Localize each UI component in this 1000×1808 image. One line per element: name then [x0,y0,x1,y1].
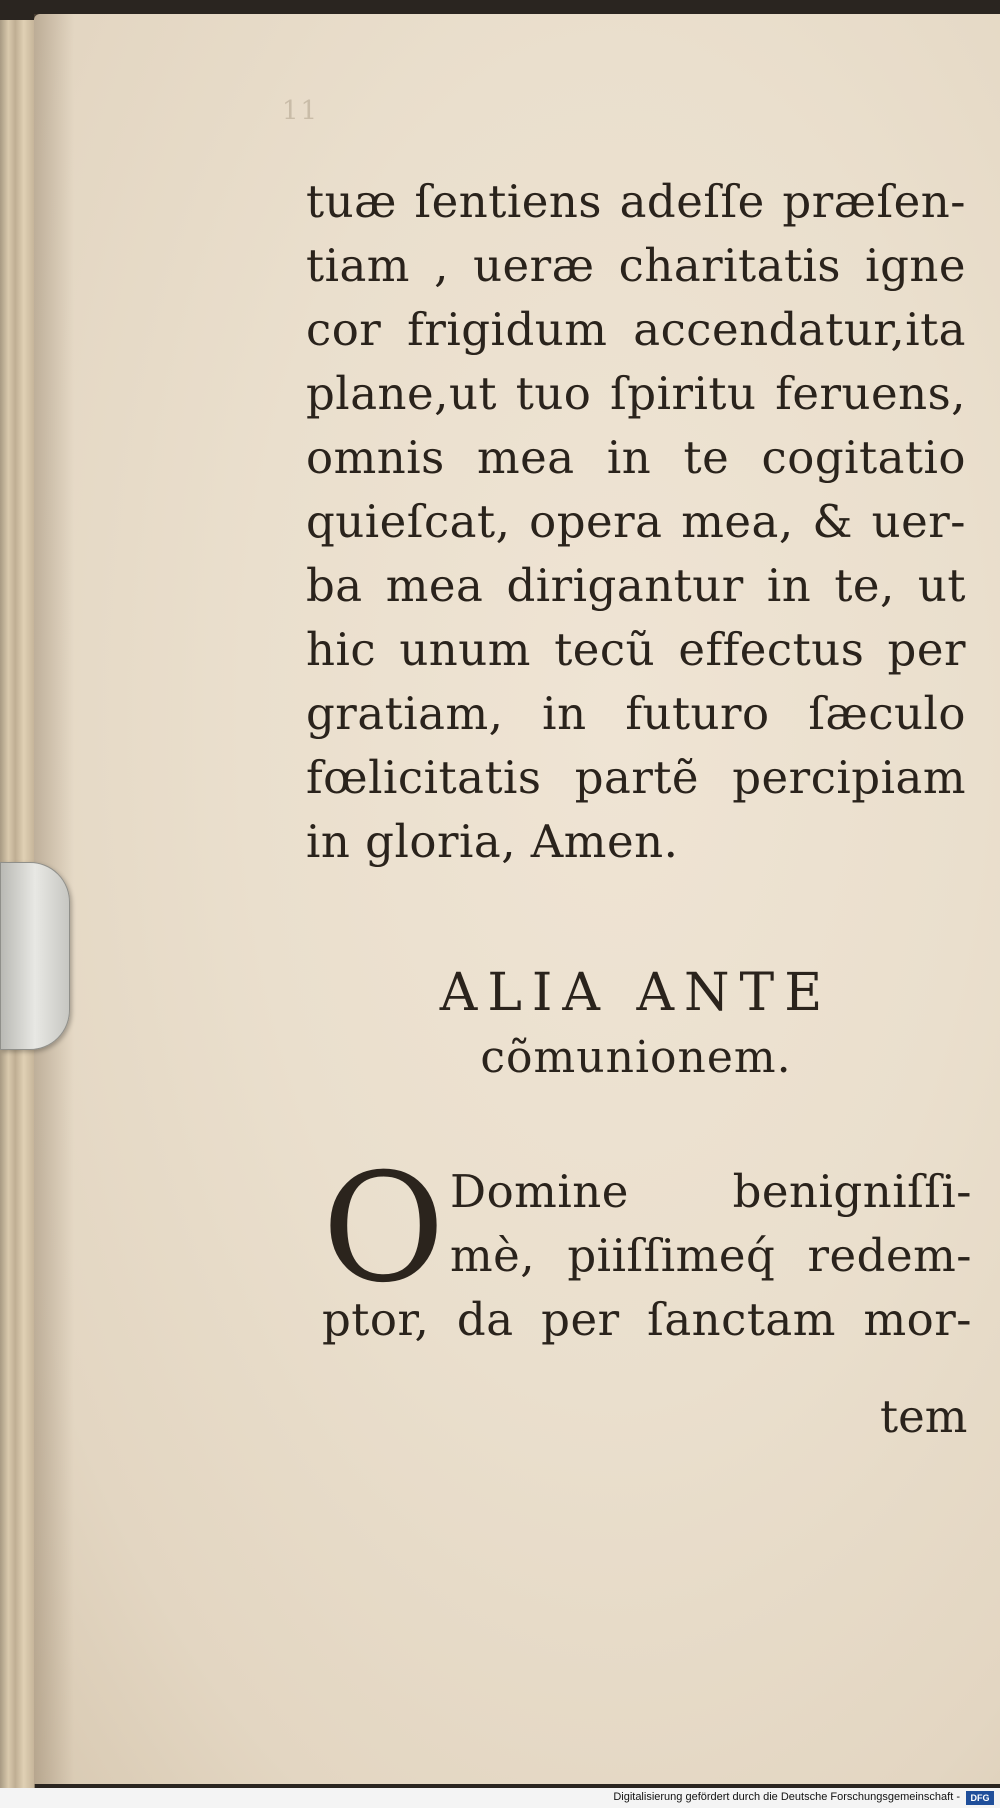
drop-cap-initial: O [322,1142,445,1316]
catchword: tem [880,1390,968,1443]
page-number: 11 [282,96,320,126]
prayer-text [322,1142,972,1352]
heading-subtitle: cõmunionem. [480,1032,792,1083]
body-line: quieſcat, opera mea, & uer- [306,495,966,548]
body-line: ba mea dirigantur in te, ut [306,559,966,612]
body-line: omnis mea in te cogitatio [306,431,966,484]
digitization-footer [0,1788,1000,1808]
body-line: in gloria, Amen. [306,815,679,868]
body-line: cor frigidum accendatur,ita [306,303,966,356]
body-line: hic unum tecũ effectus per [306,623,966,676]
heading-title: ALIA ANTE [439,963,833,1023]
prayer-line: mè, piiſſimeq́ redem- [450,1229,972,1282]
prayer-line: Domine benigniſſi- [450,1165,972,1218]
body-line: gratiam, in futuro ſæculo [306,687,966,740]
body-line: tiam , ueræ charitatis igne [306,239,966,292]
body-line: tuæ ſentiens adeſſe præſen- [306,175,966,228]
body-line: fœlicitatis partẽ percipiam [306,751,966,804]
dfg-logo: DFG [966,1791,994,1805]
section-heading [306,958,966,1088]
body-line: plane,ut tuo ſpiritu feruens, [306,367,966,420]
footer-credit: Digitalisierung gefördert durch die Deutsche Forschungsgemeinschaft - [613,1791,960,1803]
page-clip [0,862,70,1050]
prayer-line: ptor, da per ſanctam mor- [322,1293,972,1346]
body-text [306,170,966,874]
